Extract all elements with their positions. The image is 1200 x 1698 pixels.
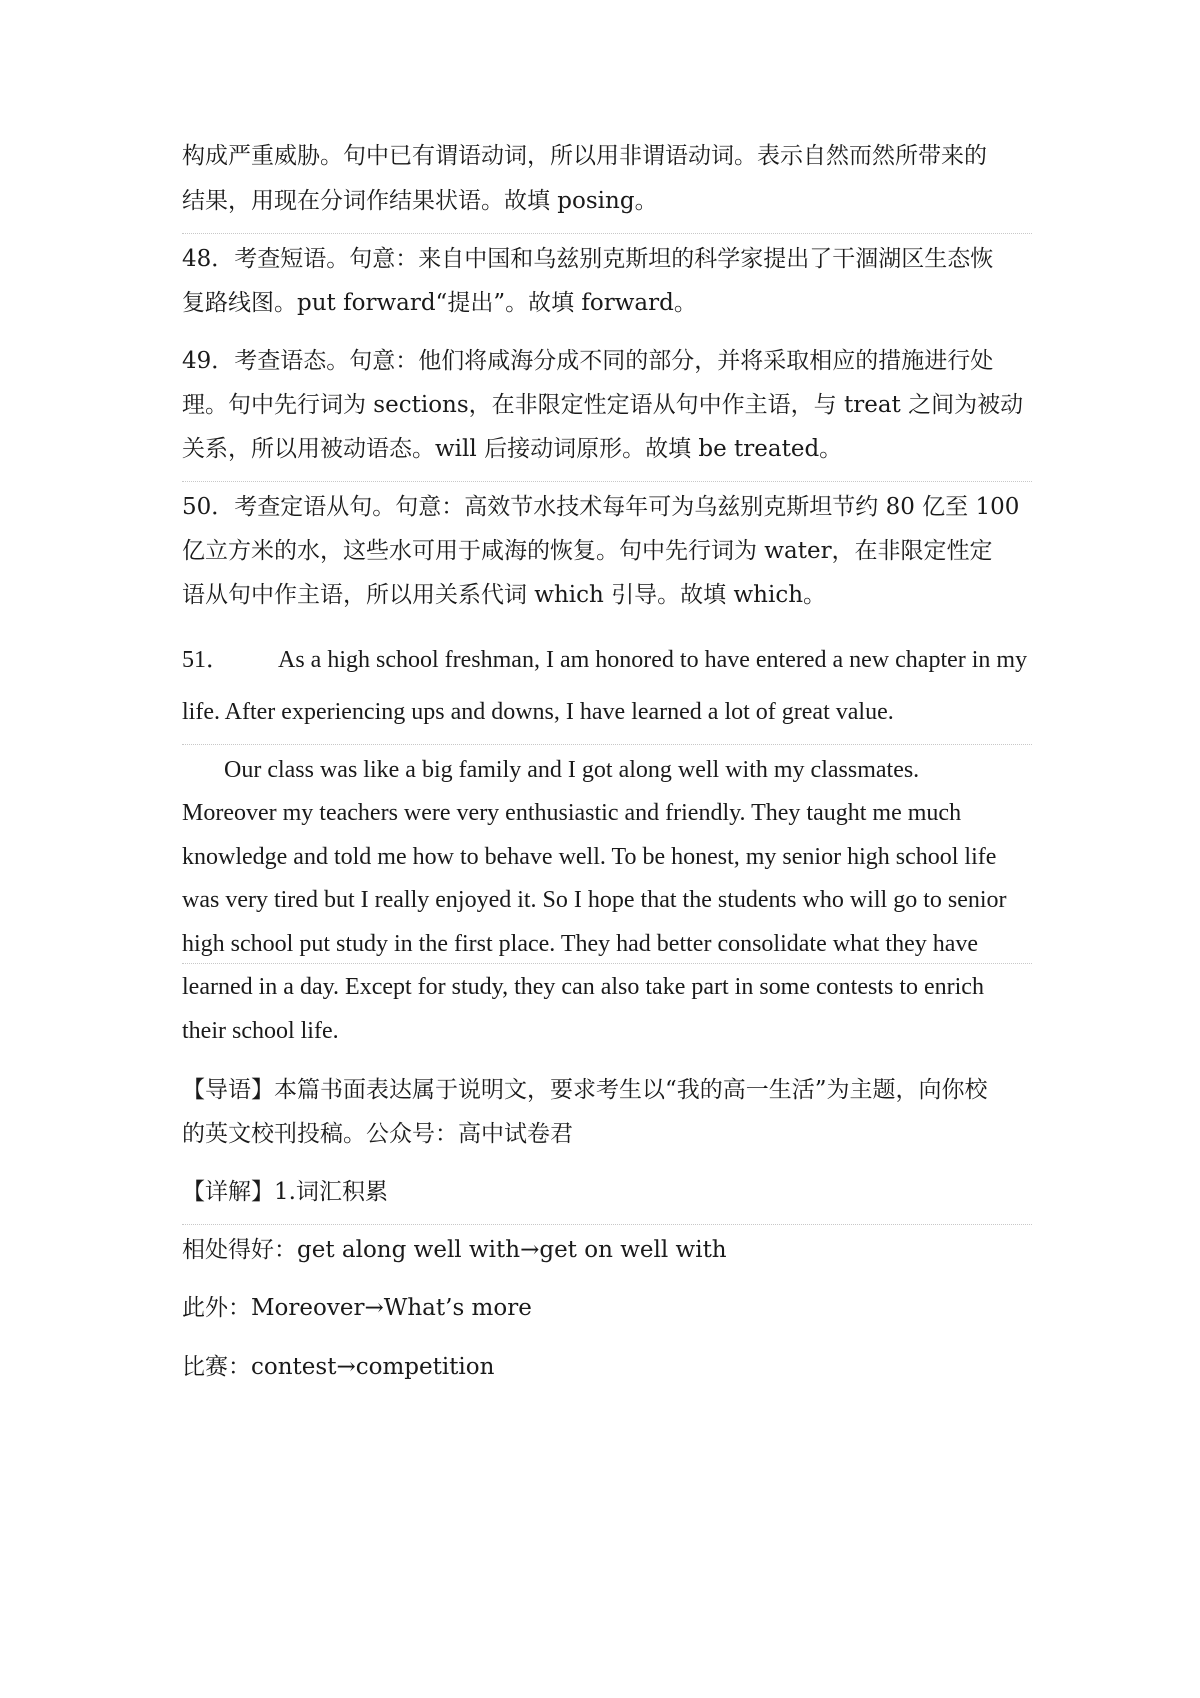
q49-line-3: 关系，所以用被动语态。will 后接动词原形。故填 be treated。 (182, 436, 843, 462)
q51-line: Moreover my teachers were very enthusiastic and friendly. They taught me much (182, 800, 962, 826)
q51-line: their school life. (182, 1018, 339, 1044)
q51-first-line (182, 645, 1032, 675)
q49-line-1: 49．考查语态。句意：他们将咸海分成不同的部分，并将采取相应的措施进行处 (182, 348, 994, 374)
detail-heading: 【详解】1.词汇积累 (182, 1179, 388, 1205)
q47-line-2: 结果，用现在分词作结果状语。故填 posing。 (182, 188, 658, 214)
q51-line: As a high school freshman, I am honored to have entered a new chapter in my (278, 647, 1028, 673)
q50-line-1: 50．考查定语从句。句意：高效节水技术每年可为乌兹别克斯坦节约 80 亿至 100 (182, 494, 1020, 520)
q51-line: learned in a day. Except for study, they can also take part in some contests to enrich (182, 974, 984, 1000)
q47-line-1: 构成严重威胁。句中已有谓语动词，所以用非谓语动词。表示自然而然所带来的 (182, 143, 987, 169)
q50-line-3: 语从句中作主语，所以用关系代词 which 引导。故填 which。 (182, 582, 827, 608)
vocab-item: 相处得好：get along well with→get on well with (182, 1237, 727, 1263)
vocab-item: 此外：Moreover→What’s more (182, 1295, 532, 1321)
divider (182, 233, 1032, 234)
q49-line-2: 理。句中先行词为 sections，在非限定性定语从句中作主语，与 treat 之间为被动 (182, 392, 1024, 418)
vocab-item: 比赛：contest→competition (182, 1354, 495, 1380)
q51-line: knowledge and told me how to behave well. To be honest, my senior high school life (182, 844, 997, 870)
q51-line: Our class was like a big family and I got along well with my classmates. (224, 757, 920, 783)
q51-line: was very tired but I really enjoyed it. So I hope that the students who will go to senior (182, 887, 1007, 913)
q51-number: 51． (182, 647, 230, 673)
divider (182, 481, 1032, 482)
divider (182, 1224, 1032, 1225)
guide-line-2: 的英文校刊投稿。公众号：高中试卷君 (182, 1121, 573, 1147)
q48-line-2: 复路线图。put forward“提出”。故填 forward。 (182, 290, 697, 316)
q50-line-2: 亿立方米的水，这些水可用于咸海的恢复。句中先行词为 water，在非限定性定 (182, 538, 993, 564)
guide-line-1: 【导语】本篇书面表达属于说明文，要求考生以“我的高一生活”为主题，向你校 (182, 1077, 988, 1103)
divider (182, 744, 1032, 745)
q51-line: life. After experiencing ups and downs, I have learned a lot of great value. (182, 699, 894, 725)
q48-line-1: 48．考查短语。句意：来自中国和乌兹别克斯坦的科学家提出了干涸湖区生态恢 (182, 246, 994, 272)
q51-line: high school put study in the first place. They had better consolidate what they have (182, 931, 979, 957)
divider (182, 963, 1032, 964)
